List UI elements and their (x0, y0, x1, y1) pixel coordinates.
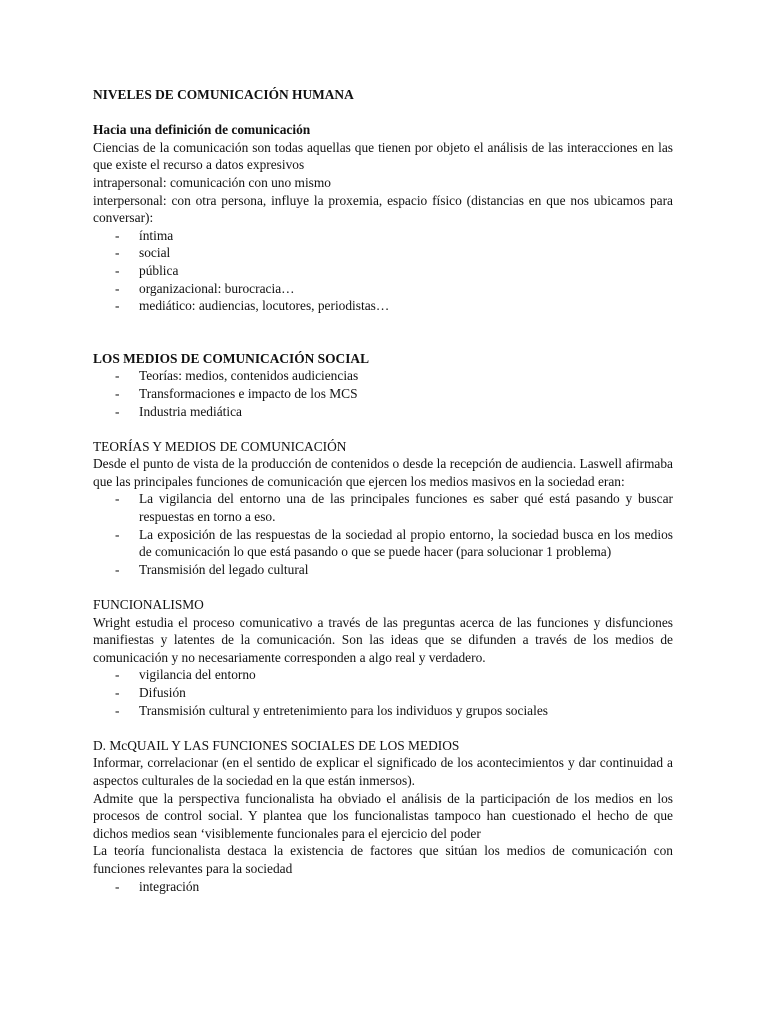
list-item-text: Transformaciones e impacto de los MCS (139, 385, 358, 401)
paragraph: Ciencias de la comunicación son todas aquellas que tienen por objeto el análisis de las interacciones en las que existe el recurso a datos expresivos (93, 139, 673, 173)
list-item-text: vigilancia del entorno (139, 667, 256, 683)
section-teorias-medios (93, 438, 673, 579)
dash-marker: - (115, 385, 120, 401)
list-item-text: Teorías: medios, contenidos audiciencias (139, 368, 359, 384)
dash-marker: - (115, 298, 120, 314)
dash-marker: - (115, 491, 120, 507)
list-item (93, 526, 673, 561)
list-item-text: Transmisión del legado cultural (139, 561, 309, 577)
document-page (93, 86, 673, 895)
dash-marker: - (115, 878, 120, 894)
spacer (93, 104, 673, 122)
dash-marker: - (115, 368, 120, 384)
list-item (93, 878, 673, 896)
dash-marker: - (115, 702, 120, 718)
paragraph: Desde el punto de vista de la producción de contenidos o desde la recepción de audiencia. Laswell afirmaba que las principales funciones de comunicación que ejercen los medios masivos en la sociedad eran: (93, 456, 673, 489)
dash-marker: - (115, 403, 120, 419)
list-item-text: íntima (139, 227, 174, 243)
paragraph: La teoría funcionalista destaca la existencia de factores que sitúan los medios de comunicación con funciones relevantes para la sociedad (93, 843, 673, 876)
list-item-text: Industria mediática (139, 403, 242, 419)
bullet-list (93, 367, 673, 420)
dash-marker: - (115, 685, 120, 700)
section-heading: D. McQUAIL Y LAS FUNCIONES SOCIALES DE LOS MEDIOS (93, 737, 460, 753)
section-medios-comunicacion-social (93, 350, 673, 420)
list-item-text: pública (139, 262, 179, 278)
dash-marker: - (115, 667, 120, 683)
dash-marker: - (115, 227, 120, 243)
list-item (93, 490, 673, 525)
dash-marker: - (115, 262, 120, 278)
spacer (93, 719, 673, 737)
dash-marker: - (115, 561, 120, 577)
section-heading: TEORÍAS Y MEDIOS DE COMUNICACIÓN (93, 438, 347, 454)
list-item (93, 367, 673, 385)
bullet-list (93, 878, 673, 896)
list-item-text: mediático: audiencias, locutores, periodistas… (139, 298, 390, 314)
paragraph: Wright estudia el proceso comunicativo a través de las preguntas acerca de las funciones y disfunciones manifiestas y latentes de la comunicación. Son las ideas que se difunden a través de los medios de comunicación y no necesariamente corresponden a algo real y verdadero. (93, 614, 673, 665)
section-heading: FUNCIONALISMO (93, 597, 204, 613)
list-item-text: Difusión (139, 685, 186, 700)
dash-marker: - (115, 526, 120, 542)
list-item-text: integración (139, 878, 200, 894)
list-item (93, 385, 673, 403)
list-item-text: La vigilancia del entorno una de las principales funciones es saber qué está pasando y buscar respuestas en torno a eso. (139, 491, 673, 525)
bullet-list (93, 666, 673, 719)
list-item (93, 684, 673, 702)
spacer (93, 420, 673, 438)
dash-marker: - (115, 280, 120, 296)
list-item (93, 666, 673, 684)
spacer (93, 578, 673, 596)
list-item (93, 227, 673, 245)
list-item (93, 297, 673, 315)
paragraph: intrapersonal: comunicación con uno mismo (93, 174, 331, 190)
paragraph: interpersonal: con otra persona, influye la proxemia, espacio físico (distancias en que nos ubicamos para conversar): (93, 192, 673, 226)
list-item (93, 403, 673, 421)
list-item (93, 262, 673, 280)
dash-marker: - (115, 245, 120, 261)
bullet-list (93, 227, 673, 315)
list-item (93, 244, 673, 262)
bullet-list (93, 490, 673, 578)
spacer (93, 315, 673, 350)
list-item (93, 702, 673, 720)
list-item-text: Transmisión cultural y entretenimiento para los individuos y grupos sociales (139, 702, 548, 718)
list-item (93, 561, 673, 579)
list-item (93, 280, 673, 298)
document-title: NIVELES DE COMUNICACIÓN HUMANA (93, 87, 354, 102)
list-item-text: La exposición de las respuestas de la sociedad al propio entorno, la sociedad busca en los medios de comunicación lo que está pasando o que se puede hacer (para solucionar 1 problema) (139, 526, 673, 560)
section-heading: LOS MEDIOS DE COMUNICACIÓN SOCIAL (93, 350, 370, 366)
paragraph: Informar, correlacionar (en el sentido de explicar el significado de los acontecimientos y dar continuidad a aspectos culturales de la sociedad en la que están inmersos). (93, 755, 673, 788)
section-funcionalismo (93, 596, 673, 719)
list-item-text: organizacional: burocracia… (139, 280, 295, 296)
section-mcquail (93, 737, 673, 895)
section-heading: Hacia una definición de comunicación (93, 122, 311, 138)
paragraph: Admite que la perspectiva funcionalista ha obviado el análisis de la participación de los medios en los procesos de control social. Y plantea que los funcionalistas tampoco han cuestionado el hecho de que dichos medios sean ‘visiblemente funcionales para el ejercicio del poder (93, 790, 673, 841)
list-item-text: social (139, 245, 171, 261)
section-definicion (93, 121, 673, 315)
